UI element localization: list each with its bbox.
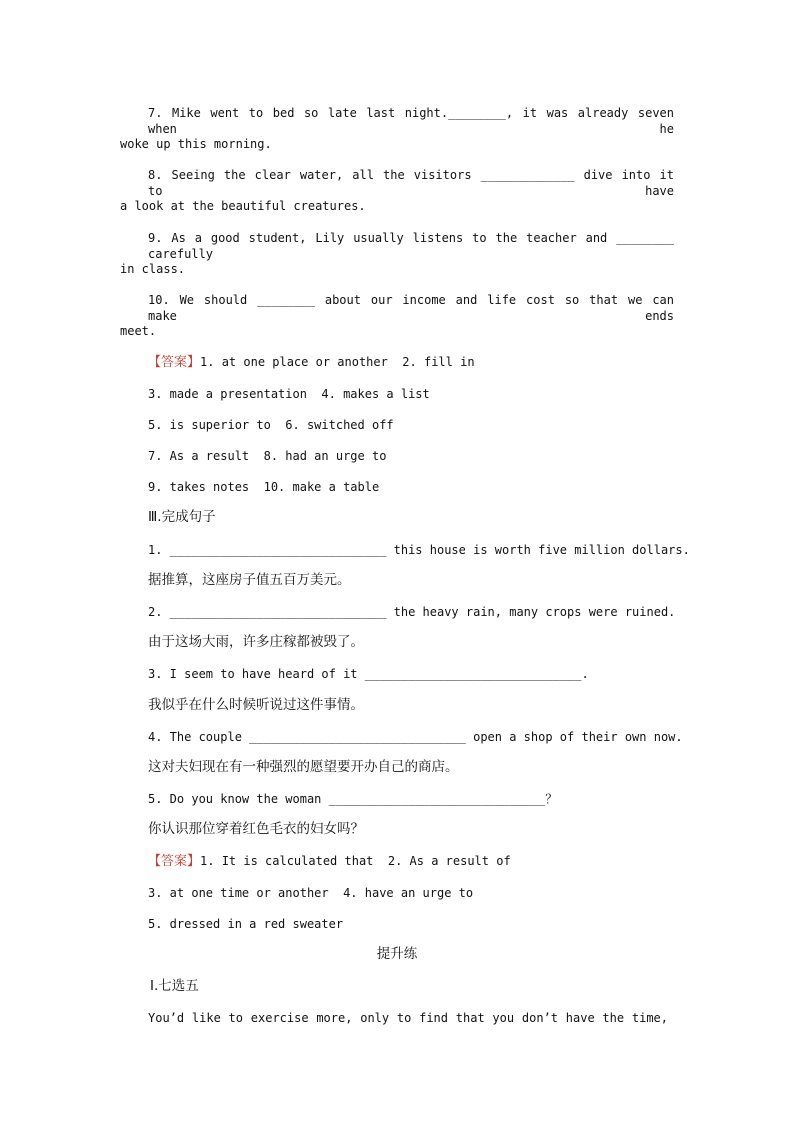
sentence-1-cn: 据推算，这座房子值五百万美元。 [148, 572, 351, 588]
sentence-2-cn: 由于这场大雨，许多庄稼都被毁了。 [148, 634, 364, 650]
sentence-2-en: 2. ______________________________ the heavy rain, many crops were ruined. [148, 605, 676, 619]
sentence-3-cn: 我似乎在什么时候听说过这件事情。 [148, 697, 364, 713]
subsection-heading: Ⅰ.七选五 [150, 978, 199, 994]
answer-line: 1. at one place or another 2. fill in [200, 355, 475, 369]
answer-line: 9. takes notes 10. make a table [148, 480, 380, 494]
sentence-4-en: 4. The couple ______________________________ open a shop of their own now. [148, 730, 683, 744]
answer-tag: 【答案】 [148, 854, 201, 869]
question-7-line1: 7. Mike went to bed so late last night.________, it was already seven when he [148, 106, 674, 136]
question-8-line1: 8. Seeing the clear water, all the visitors _____________ dive into it to have [148, 168, 674, 198]
question-7-line2: woke up this morning. [120, 137, 272, 151]
sentence-5-cn: 你认识那位穿着红色毛衣的妇女吗？ [148, 821, 364, 837]
answer-line: 5. dressed in a red sweater [148, 917, 344, 931]
answer-block-2-first [148, 354, 475, 371]
answer-line: 5. is superior to 6. switched off [148, 418, 394, 432]
passage-line: You’d like to exercise more, only to find that you don’t have the time, [148, 1011, 668, 1025]
answer-block-3-first [148, 853, 511, 870]
sentence-1-en: 1. ______________________________ this house is worth five million dollars. [148, 543, 690, 557]
sentence-3-en: 3. I seem to have heard of it ______________________________. [148, 667, 589, 681]
answer-line: 3. at one time or another 4. have an urge to [148, 886, 474, 900]
question-9-line2: in class. [120, 262, 186, 276]
sentence-4-cn: 这对夫妇现在有一种强烈的愿望要开办自己的商店。 [148, 759, 459, 775]
sentence-5-en: 5. Do you know the woman ______________________________？ [148, 792, 558, 806]
section-3-heading: Ⅲ.完成句子 [148, 509, 216, 525]
question-10-line1: 10. We should ________ about our income and life cost so that we can make ends [148, 293, 674, 323]
question-9-line1: 9. As a good student, Lily usually listens to the teacher and ________ carefully [148, 231, 674, 261]
question-8-line2: a look at the beautiful creatures. [120, 199, 366, 213]
answer-line: 7. As a result 8. had an urge to [148, 449, 387, 463]
answer-line: 3. made a presentation 4. makes a list [148, 387, 430, 401]
answer-tag: 【答案】 [148, 355, 201, 370]
question-10-line2: meet. [120, 324, 157, 338]
section-title: 提升练 [376, 946, 418, 962]
answer-line: 1. It is calculated that 2. As a result of [200, 854, 511, 868]
